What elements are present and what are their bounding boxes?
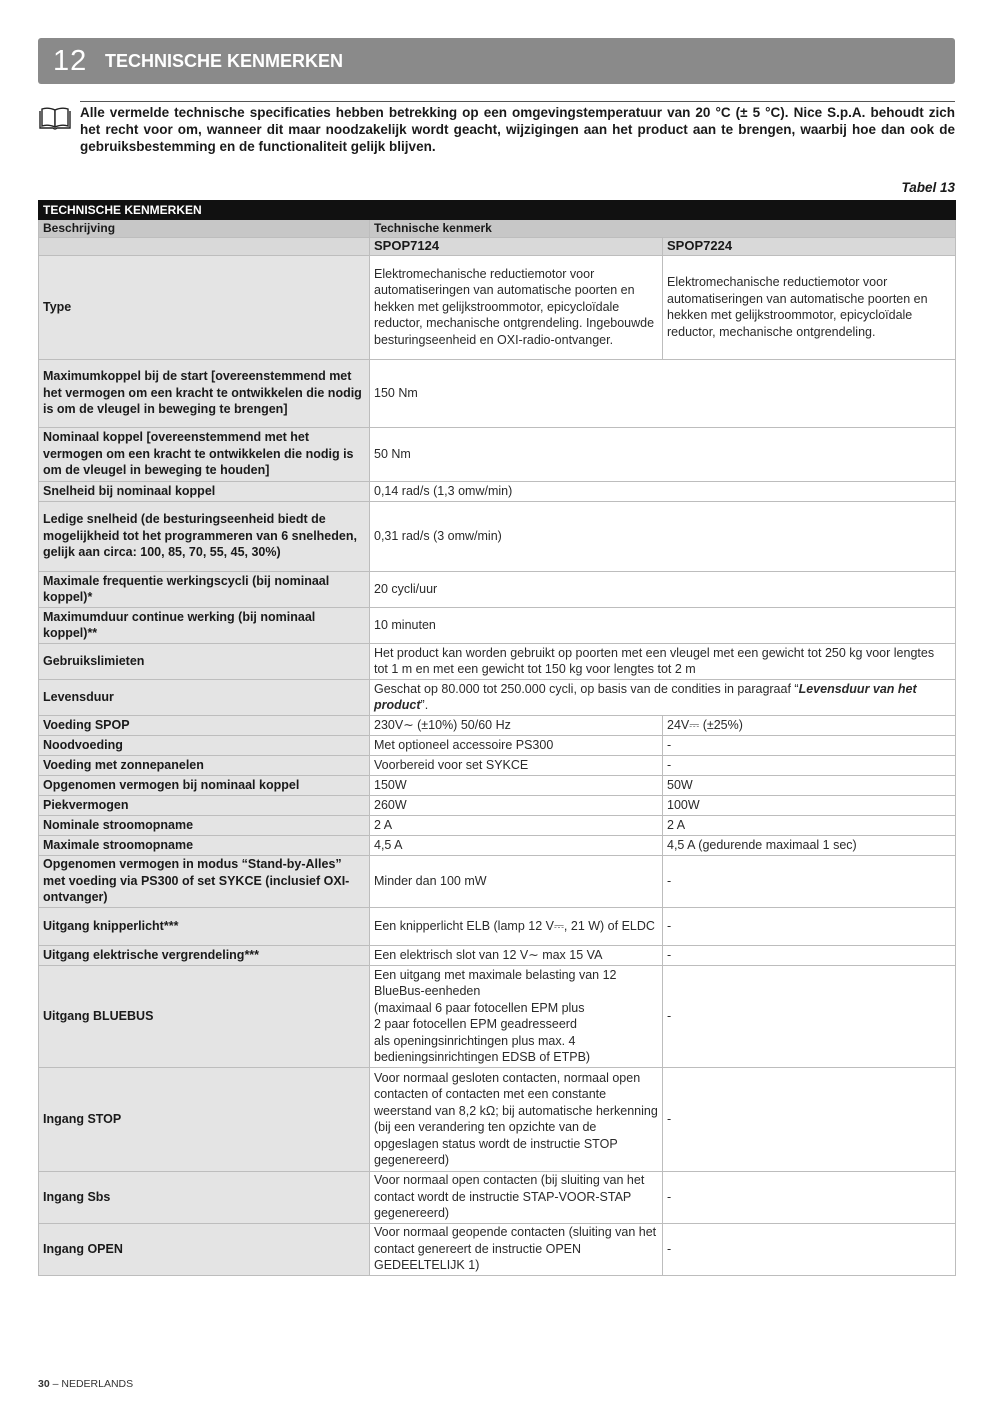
model-header-b: SPOP7224 — [663, 237, 956, 255]
row-value: 50 Nm — [370, 427, 956, 481]
table-row — [39, 481, 956, 501]
row-label: Uitgang BLUEBUS — [39, 965, 370, 1067]
row-value-spop7224: - — [663, 907, 956, 945]
book-icon — [38, 107, 72, 131]
row-label: Ingang OPEN — [39, 1223, 370, 1275]
row-value-spop7124: Voor normaal open contacten (bij sluiting van het contact wordt de instructie STAP-VOOR-STAP gegenereerd) — [370, 1171, 663, 1223]
row-value-spop7224: - — [663, 1067, 956, 1171]
table-row — [39, 855, 956, 907]
row-label: Opgenomen vermogen bij nominaal koppel — [39, 775, 370, 795]
table-row — [39, 679, 956, 715]
row-value-spop7124: 150W — [370, 775, 663, 795]
row-value-spop7224: - — [663, 965, 956, 1067]
table-row — [39, 775, 956, 795]
row-value-text: ”. — [420, 698, 429, 712]
table-row — [39, 835, 956, 855]
table-row — [39, 571, 956, 607]
row-label: Voeding SPOP — [39, 715, 370, 735]
model-header-a: SPOP7124 — [370, 237, 663, 255]
row-value-spop7124: Voorbereid voor set SYKCE — [370, 755, 663, 775]
row-value-spop7224: - — [663, 945, 956, 965]
row-value — [370, 679, 956, 715]
table-row — [39, 501, 956, 571]
table-row — [39, 607, 956, 643]
table-caption: Tabel 13 — [901, 180, 955, 195]
row-label: Gebruikslimieten — [39, 643, 370, 679]
row-value-spop7224: 24V⎓ (±25%) — [663, 715, 956, 735]
row-label: Piekvermogen — [39, 795, 370, 815]
row-value: 10 minuten — [370, 607, 956, 643]
table-row — [39, 735, 956, 755]
table-title: TECHNISCHE KENMERKEN — [39, 201, 956, 220]
page-number: 30 — [38, 1378, 50, 1390]
section-title: TECHNISCHE KENMERKEN — [105, 50, 344, 71]
row-label: Nominale stroomopname — [39, 815, 370, 835]
row-value-spop7124: Minder dan 100 mW — [370, 855, 663, 907]
note-block — [38, 101, 955, 155]
row-value-spop7124: Met optioneel accessoire PS300 — [370, 735, 663, 755]
table-row — [39, 795, 956, 815]
table-row — [39, 755, 956, 775]
row-label: Snelheid bij nominaal koppel — [39, 481, 370, 501]
row-label: Voeding met zonnepanelen — [39, 755, 370, 775]
row-value-spop7224: - — [663, 855, 956, 907]
table-row — [39, 715, 956, 735]
row-label: Maximumkoppel bij de start [overeenstemmend met het vermogen om een kracht te ontwikkelen die nodig is om de vleugel in beweging te brengen] — [39, 359, 370, 427]
model-header-row — [39, 237, 956, 255]
row-value-spop7124: Een uitgang met maximale belasting van 12 BlueBus-eenheden (maximaal 6 paar fotocellen EPM plus 2 paar fotocellen EPM geadresseerd als openingsinrichtingen plus max. 4 bedieningsinrichtingen EDSB of ETPB) — [370, 965, 663, 1067]
row-value: 0,14 rad/s (1,3 omw/min) — [370, 481, 956, 501]
column-header-description: Beschrijving — [39, 219, 370, 237]
row-label: Uitgang elektrische vergrendeling*** — [39, 945, 370, 965]
row-value-spop7124: 230V∼ (±10%) 50/60 Hz — [370, 715, 663, 735]
table-row — [39, 907, 956, 945]
row-value-spop7224: Elektromechanische reductiemotor voor automatiseringen van automatische poorten en hekken met gelijkstroommotor, epicycloïdale reductor, mechanische ontgrendeling. — [663, 255, 956, 359]
row-value-spop7124: Voor normaal geopende contacten (sluiting van het contact genereert de instructie OPEN GEDEELTELIJK 1) — [370, 1223, 663, 1275]
footer-language: NEDERLANDS — [61, 1378, 134, 1390]
row-value: 20 cycli/uur — [370, 571, 956, 607]
row-label: Maximumduur continue werking (bij nominaal koppel)** — [39, 607, 370, 643]
note-divider — [80, 101, 955, 102]
row-value-spop7224: 100W — [663, 795, 956, 815]
table-row — [39, 1067, 956, 1171]
row-value-spop7124: 4,5 A — [370, 835, 663, 855]
row-value: 0,31 rad/s (3 omw/min) — [370, 501, 956, 571]
row-value-spop7124: 2 A — [370, 815, 663, 835]
table-row — [39, 965, 956, 1067]
table-row — [39, 1171, 956, 1223]
table-row — [39, 427, 956, 481]
row-label: Maximale frequentie werkingscycli (bij nominaal koppel)* — [39, 571, 370, 607]
table-row — [39, 359, 956, 427]
row-label: Noodvoeding — [39, 735, 370, 755]
row-label: Type — [39, 255, 370, 359]
row-label: Maximale stroomopname — [39, 835, 370, 855]
row-label: Uitgang knipperlicht*** — [39, 907, 370, 945]
row-value-spop7224: 4,5 A (gedurende maximaal 1 sec) — [663, 835, 956, 855]
row-value: 150 Nm — [370, 359, 956, 427]
row-value-spop7224: - — [663, 1223, 956, 1275]
table-row — [39, 1223, 956, 1275]
table-title-row — [39, 201, 956, 220]
row-value-spop7224: - — [663, 1171, 956, 1223]
column-header-feature: Technische kenmerk — [370, 219, 956, 237]
row-value: Het product kan worden gebruikt op poorten met een vleugel met een gewicht tot 250 kg voor lengtes tot 1 m en met een gewicht tot 150 kg voor lengtes tot 2 m — [370, 643, 956, 679]
row-value-spop7224: - — [663, 755, 956, 775]
table-header-row — [39, 219, 956, 237]
section-header — [38, 38, 955, 84]
row-value-spop7124: Voor normaal gesloten contacten, normaal open contacten of contacten met een constante weerstand van 8,2 kΩ; bij automatische herkenning (bij een verandering ten opzichte van de opgeslagen status wordt de instructie STOP gegenereerd) — [370, 1067, 663, 1171]
table-row — [39, 255, 956, 359]
row-value-spop7224: 50W — [663, 775, 956, 795]
row-value-spop7124: Een knipperlicht ELB (lamp 12 V⎓, 21 W) of ELDC — [370, 907, 663, 945]
table-row — [39, 815, 956, 835]
section-number: 12 — [53, 44, 88, 77]
row-label: Nominaal koppel [overeenstemmend met het vermogen om een kracht te ontwikkelen die nodig is om de vleugel in beweging te houden] — [39, 427, 370, 481]
row-value-text: Geschat op 80.000 tot 250.000 cycli, op basis van de condities in paragraaf “ — [374, 681, 799, 696]
row-value-spop7224: - — [663, 735, 956, 755]
model-header-blank — [39, 237, 370, 255]
row-value-spop7124: Elektromechanische reductiemotor voor automatiseringen van automatische poorten en hekken met gelijkstroommotor, epicycloïdale reductor, mechanische ontgrendeling. Ingebouwde besturingseenheid en OXI-radio-ontvanger. — [370, 255, 663, 359]
table-row — [39, 643, 956, 679]
row-label: Ledige snelheid (de besturingseenheid biedt de mogelijkheid tot het programmeren van 6 snelheden, gelijk aan circa: 100, 85, 70, 55, 45, 30%) — [39, 501, 370, 571]
footer-separator: – — [49, 1378, 62, 1390]
row-label: Ingang Sbs — [39, 1171, 370, 1223]
page-footer — [38, 1378, 133, 1390]
row-label: Levensduur — [39, 679, 370, 715]
row-value-spop7224: 2 A — [663, 815, 956, 835]
row-value-emphasis: Levensduur van het product — [374, 681, 917, 712]
row-label: Ingang STOP — [39, 1067, 370, 1171]
spec-table — [38, 200, 956, 1276]
note-text: Alle vermelde technische specificaties hebben betrekking op een omgevingstemperatuur van 20 °C (± 5 °C). Nice S.p.A. behoudt zich het recht voor om, wanneer dit maar noodzakelijk wordt geacht, wijzigingen aan het product aan te brengen, waarbij hoe dan ook de gebruiksbestemming en de functionaliteit gelijk blijven. — [80, 105, 955, 154]
table-row — [39, 945, 956, 965]
row-label: Opgenomen vermogen in modus “Stand-by-Alles” met voeding via PS300 of set SYKCE (inclusief OXI-ontvanger) — [39, 855, 370, 907]
row-value-spop7124: Een elektrisch slot van 12 V∼ max 15 VA — [370, 945, 663, 965]
row-value-spop7124: 260W — [370, 795, 663, 815]
